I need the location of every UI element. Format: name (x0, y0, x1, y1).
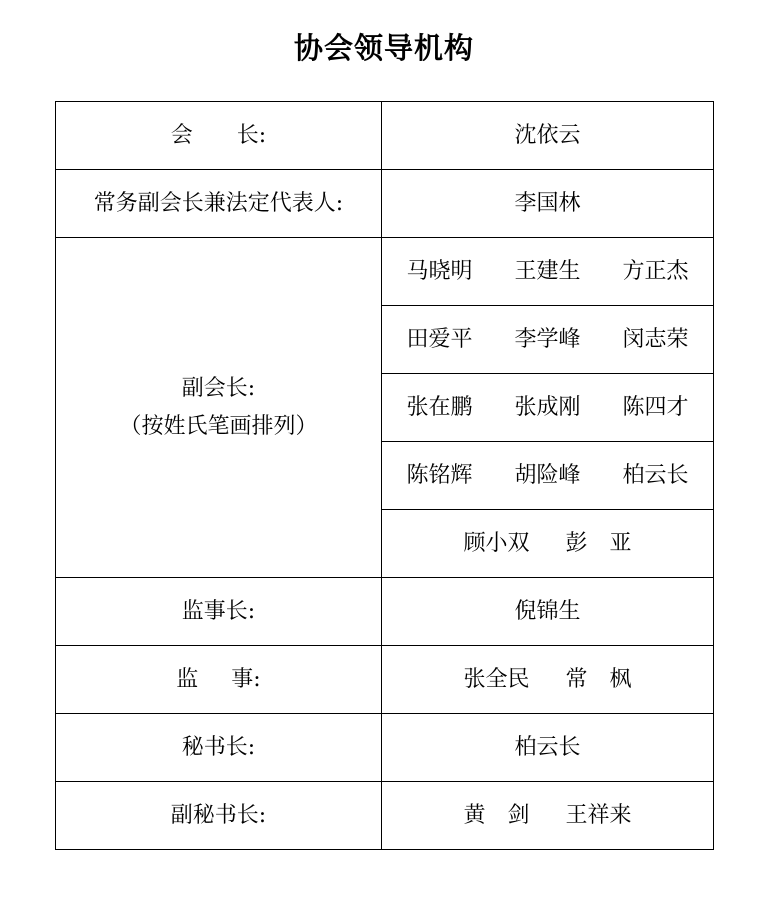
table-row-chief-supervisor (56, 578, 714, 646)
role-cell-vice-presidents (56, 238, 382, 578)
table-row-supervisor (56, 646, 714, 714)
person-name: 张全民 (463, 666, 530, 692)
names-cell-supervisor (382, 646, 714, 714)
person-name-part: 枫 (609, 666, 632, 692)
person-name-part: 亚 (609, 530, 632, 556)
names-cell-deputy-secretary-general (382, 782, 714, 850)
person-name-part: 彭 (565, 530, 588, 556)
table-row-president (56, 102, 714, 170)
leadership-table (55, 101, 714, 850)
person-name: 柏云长 (514, 734, 581, 760)
names-cell-secretary-general (382, 714, 714, 782)
person-name: 李学峰 (514, 326, 581, 352)
person-name: 王建生 (514, 258, 581, 284)
role-cell-deputy-secretary-general: 副秘书长: (56, 782, 382, 850)
role-cell-president (56, 102, 382, 170)
person-name: 方正杰 (622, 258, 689, 284)
names-cell-vp-group-1 (382, 238, 714, 306)
person-name: 胡险峰 (514, 462, 581, 488)
person-name: 闵志荣 (622, 326, 689, 352)
page-title: 协会领导机构 (293, 31, 474, 65)
person-name: 马晓明 (406, 258, 473, 284)
role-label-part: 监 (176, 666, 199, 692)
role-cell-secretary-general: 秘书长: (56, 714, 382, 782)
person-name: 顾小双 (463, 530, 530, 556)
person-name: 柏云长 (622, 462, 689, 488)
person-name: 倪锦生 (514, 598, 581, 624)
table-row-secretary-general (56, 714, 714, 782)
person-name: 李国林 (514, 190, 581, 216)
person-name: 张在鹏 (406, 394, 473, 420)
person-name: 陈四才 (622, 394, 689, 420)
person-name-part: 黄 (463, 802, 486, 828)
person-name: 王祥来 (565, 802, 632, 828)
role-note: （按姓氏笔画排列） (119, 413, 318, 439)
names-cell-vp-group-4 (382, 442, 714, 510)
role-cell-chief-supervisor: 监事长: (56, 578, 382, 646)
role-label-part: 长: (236, 122, 267, 148)
person-name-part: 剑 (507, 802, 530, 828)
table-row-executive-vp (56, 170, 714, 238)
names-cell-vp-group-2 (382, 306, 714, 374)
names-cell-chief-supervisor (382, 578, 714, 646)
names-cell-executive-vp (382, 170, 714, 238)
role-label-part: 事: (231, 666, 261, 692)
role-cell-supervisor (56, 646, 382, 714)
table-row-vice-presidents (56, 238, 714, 306)
person-name: 沈依云 (514, 122, 581, 148)
table-row-deputy-secretary-general (56, 782, 714, 850)
person-name-part: 常 (565, 666, 588, 692)
person-name: 田爱平 (406, 326, 473, 352)
role-label: 副会长: (181, 375, 256, 401)
names-cell-vp-group-5 (382, 510, 714, 578)
role-label-part: 会 (170, 122, 193, 148)
names-cell-vp-group-3 (382, 374, 714, 442)
person-name: 张成刚 (514, 394, 581, 420)
person-name: 陈铭辉 (406, 462, 473, 488)
role-cell-executive-vp: 常务副会长兼法定代表人: (56, 170, 382, 238)
names-cell-president (382, 102, 714, 170)
